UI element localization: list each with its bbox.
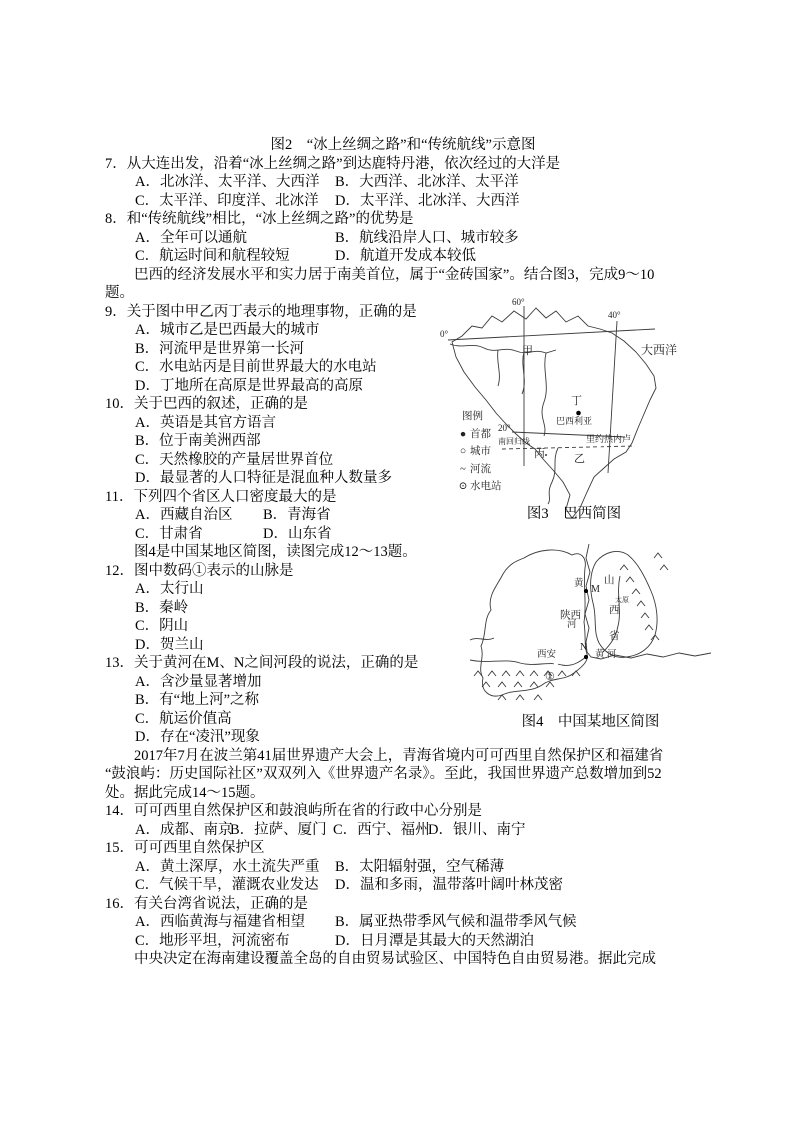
q16-stem: 16．有关台湾省说法，正确的是: [105, 895, 308, 912]
q15-options-cd: [105, 876, 701, 895]
figure4-caption: 图4 中国某地区简图: [521, 714, 660, 730]
yellow-river: [585, 544, 711, 659]
figure4-china-map: [468, 544, 713, 736]
label-taiyuan: 太原: [615, 596, 629, 604]
q7-option-b: B．大西洋、北冰洋、太平洋: [335, 174, 519, 190]
hydro-station-icon: ⊙: [458, 481, 468, 492]
label-tropic-of-capricorn: 南回归线: [498, 437, 530, 446]
q8-option-b: B．航线沿岸人口、城市较多: [335, 229, 519, 246]
q12-option-d: D．贺兰山: [135, 636, 204, 653]
label-point-m: M: [591, 584, 600, 595]
q11-stem: 11．下列四个省区人口密度最大的是: [105, 488, 337, 505]
q11-option-d: D．山东省: [263, 525, 332, 542]
west-boundary-line: [470, 638, 494, 640]
label-lat-0: 0°: [440, 329, 449, 339]
china-map-drawing: [468, 544, 713, 736]
river-icon: ~: [460, 463, 466, 475]
q7-option-c: C．太平洋、印度洋、北冰洋: [135, 192, 319, 209]
q15-option-c: C．气候干旱，灌溉农业发达: [135, 877, 319, 893]
q14-option-d: D．银川、南宁: [428, 821, 526, 838]
q10-option-a: A．英语是其官方语言: [135, 414, 276, 431]
q10-option-d: D．最显著的人口特征是混血种人数量多: [135, 470, 392, 486]
q13-option-b: B．有“地上河”之称: [135, 692, 260, 708]
q8-stem: 8．和“传统航线”相比，“冰上丝绸之路”的优势是: [105, 211, 414, 227]
river-tributary-2: [542, 353, 546, 436]
amazon-river: [450, 344, 556, 353]
parana-river: [548, 448, 558, 504]
river-tributary-3: [498, 350, 500, 386]
q10-option-c: C．天然橡胶的产量居世界首位: [135, 451, 334, 468]
label-lat-20: 20°: [498, 423, 511, 433]
meridian-40: [608, 321, 617, 473]
shanxi-boundary: [591, 551, 657, 657]
heritage-line2: “鼓浪屿：历史国际社区”双双列入《世界遗产名录》。至此，我国世界遗产总数增加到52: [105, 766, 662, 782]
q14-options: [105, 821, 701, 840]
heritage-line1: 2017年7月在波兰第41届世界遗产大会上，青海省境内可可西里自然保护区和福建省: [134, 747, 664, 764]
q14-stem: 14．可可西里自然保护区和鼓浪屿所在省的行政中心分别是: [105, 803, 482, 819]
legend-title: 图例: [462, 411, 483, 422]
q9-option-a: A．城市乙是巴西最大的城市: [135, 322, 320, 338]
city-ring-rio: [597, 444, 601, 448]
q13-stem: 13．关于黄河在M、N之间河段的说法，正确的是: [105, 655, 419, 671]
label-circled-one-mountain: ①: [545, 671, 555, 683]
q16-option-d: D．日月潭是其最大的天然湖泊: [335, 932, 534, 949]
figure3-brazil-map: [438, 296, 710, 536]
figure3-caption: 图3 巴西简图: [526, 506, 622, 522]
label-rio-de-janeiro: 里约热内卢: [586, 434, 632, 444]
city-ring-3: [566, 480, 570, 484]
q7-stem: 7．从大连出发，沿着“冰上丝绸之路”到达鹿特丹港，依次经过的大洋是: [105, 155, 561, 172]
q16-option-a: A．西临黄海与福建省相望: [135, 914, 305, 930]
brazil-intro-line2: 题。: [105, 285, 134, 301]
label-huang-vertical: 黄: [574, 579, 584, 589]
q14-option-c: C．西宁、福州: [333, 821, 430, 838]
qinling-hatching: [474, 671, 580, 676]
q12-stem: 12．图中数码①表示的山脉是: [105, 562, 294, 579]
q16-option-c: C．地形平坦，河流密布: [135, 932, 290, 949]
q15-stem: 15．可可西里自然保护区: [105, 840, 265, 856]
qinling-hatching-3: [498, 695, 542, 700]
label-point-n: N: [580, 642, 588, 653]
q8-options-ab: [105, 229, 701, 248]
hainan-intro: 中央决定在海南建设覆盖全岛的自由贸易试验区、中国特色自由贸易港。据此完成: [134, 951, 656, 967]
map-legend: [456, 408, 502, 496]
label-yi-city: 乙: [574, 453, 585, 465]
q8-option-d: D．航道开发成本较低: [335, 248, 476, 264]
label-atlantic-ocean: 大西洋: [641, 343, 678, 357]
q9-option-c: C．水电站丙是目前世界最大的水电站: [135, 359, 377, 375]
legend-label-capital: 首都: [470, 428, 491, 440]
q13-option-d: D．存在“凌汛”现象: [135, 729, 260, 745]
city-ring-4: [560, 491, 564, 495]
fig4-intro: 图4是中国某地区简图，读图完成12～13题。: [134, 544, 417, 560]
q8-option-a: A．全年可以通航: [135, 229, 247, 246]
q7-options-cd: [105, 192, 701, 211]
q15-option-a: A．黄土深厚，水土流失严重: [135, 858, 320, 875]
wei-river: [470, 656, 587, 665]
label-shanxi-shan: 山: [604, 575, 615, 586]
q13-option-a: A．含沙量显著增加: [135, 673, 262, 690]
label-huanghe-horizontal: 黄 河: [595, 650, 617, 660]
q9-stem: 9．关于图中甲乙丙丁表示的地理事物，正确的是: [105, 303, 417, 320]
q12-option-b: B．秦岭: [135, 599, 189, 616]
label-lon-60: 60°: [512, 297, 525, 307]
equator-line: [448, 329, 655, 340]
label-jia-river: 甲: [522, 345, 533, 357]
q14-option-b: B．拉萨、厦门: [230, 821, 327, 838]
q13-option-c: C．航运价值高: [135, 710, 232, 727]
q8-option-c: C．航运时间和航程较短: [135, 248, 290, 264]
q8-options-cd: [105, 247, 701, 266]
label-shanxi-xi: 西: [609, 605, 620, 616]
legend-item-capital: [456, 426, 502, 444]
figure2-caption: 图2 “冰上丝绸之路”和“传统航线”示意图: [270, 137, 536, 153]
q12-option-c: C．阴山: [135, 618, 189, 634]
q15-option-b: B．太阳辐射强，空气稀薄: [335, 858, 505, 875]
q11-option-a: A．西藏自治区: [135, 507, 233, 523]
capital-dot-brasilia: [576, 411, 581, 416]
q16-option-b: B．属亚热带季风气候和温带季风气候: [335, 914, 577, 930]
tropic-of-capricorn-line: [502, 446, 635, 449]
q11-option-c: C．甘肃省: [135, 525, 203, 542]
q7-option-a: A．北冰洋、太平洋、大西洋: [135, 174, 320, 190]
label-he-vertical: 河: [567, 620, 577, 630]
city-icon: ○: [459, 446, 467, 457]
q9-option-d: D．丁地所在高原是世界最高的高原: [135, 377, 363, 394]
city-ring-saopaulo: [586, 450, 590, 454]
label-ding-capital: 丁: [571, 395, 582, 407]
point-n-dot: [584, 655, 588, 659]
label-lon-40: 40°: [608, 310, 621, 320]
label-xian: 西安: [537, 650, 557, 660]
q14-option-a: A．成都、南京: [135, 821, 233, 838]
label-shanxi-sheng: 省: [609, 631, 620, 642]
q15-options-ab: [105, 858, 701, 877]
heritage-line3: 处。据此完成14～15题。: [105, 784, 265, 801]
legend-item-city: [456, 443, 502, 461]
point-m-dot: [584, 589, 588, 593]
city-ring-2: [621, 402, 625, 406]
city-ring-1: [638, 385, 642, 389]
q10-stem: 10．关于巴西的叙述，正确的是: [105, 396, 308, 412]
xian-city-ring: [554, 661, 559, 666]
q11-option-b: B．青海省: [263, 507, 331, 523]
q16-options-cd: [105, 932, 701, 951]
hydro-station-dot: [545, 454, 547, 456]
legend-item-hydro: [456, 478, 502, 496]
legend-label-hydro: 水电站: [470, 481, 502, 492]
q12-option-a: A．太行山: [135, 581, 204, 597]
q15-option-d: D．温和多雨，温带落叶阔叶林茂密: [335, 877, 563, 893]
q16-options-ab: [105, 913, 701, 932]
legend-label-city: 城市: [470, 446, 491, 457]
legend-item-river: [456, 461, 502, 479]
q7-option-d: D．太平洋、北冰洋、大西洋: [335, 192, 520, 209]
label-bing-hydro: 丙: [534, 448, 545, 460]
q10-option-b: B．位于南美洲西部: [135, 433, 261, 449]
taiyuan-city-ring: [608, 600, 613, 605]
capital-icon: ●: [459, 428, 467, 440]
q7-options-ab: [105, 173, 701, 192]
label-brasilia: 巴西利亚: [556, 416, 593, 426]
q9-option-b: B．河流甲是世界第一长河: [135, 340, 305, 357]
label-shaanxi-province: 陕西: [560, 610, 581, 621]
legend-label-river: 河流: [470, 463, 491, 475]
brazil-intro-line1: 巴西的经济发展水平和实力居于南美首位，属于“金砖国家”。结合图3，完成9～10: [134, 266, 655, 283]
